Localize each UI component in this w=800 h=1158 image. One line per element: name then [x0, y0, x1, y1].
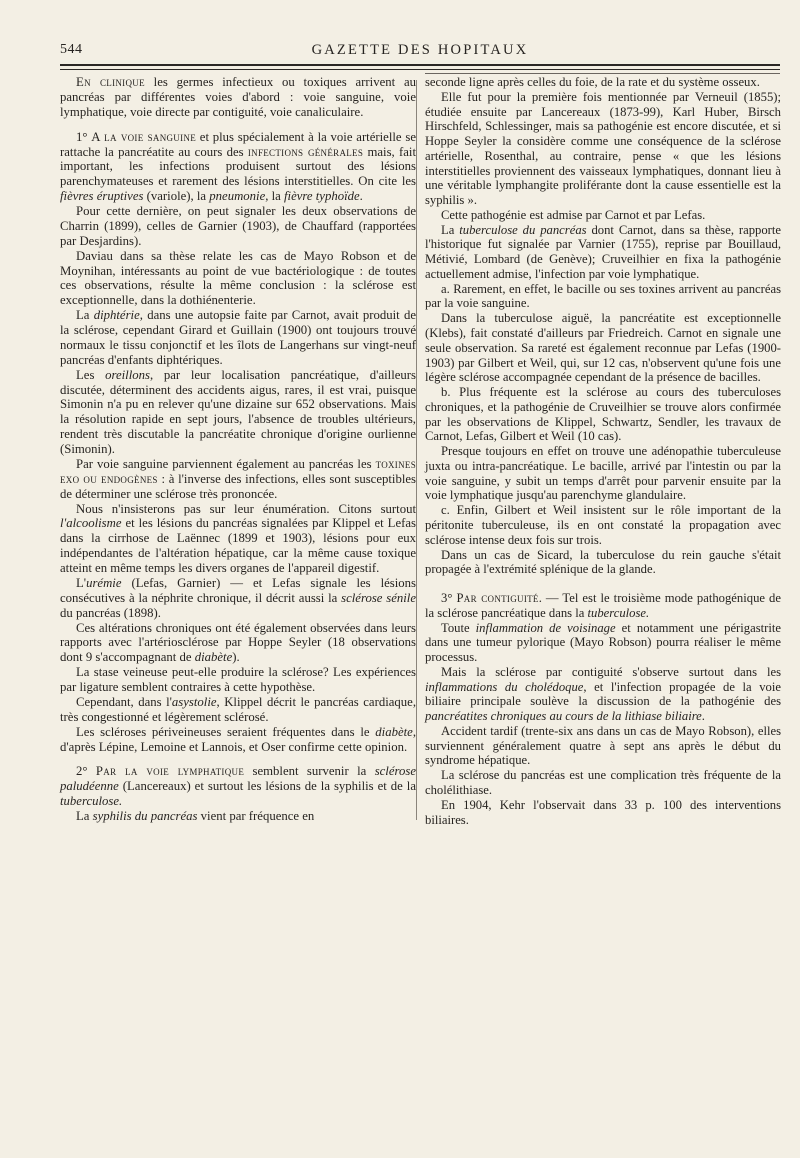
paragraph: Mais la sclérose par contiguité s'observe surtout dans les inflammations du cholédoque, et l'infection propagée de la voie biliaire principale soulève la discussion de la pathogénie des pancréatites chroniques au cours de la lithiase biliaire.	[425, 664, 781, 724]
left-column	[60, 75, 416, 824]
paragraph: La tuberculose du pancréas dont Carnot, dans sa thèse, rapporte l'historique fut signalée par Varnier (1755), reprise par Bouillaud, Métivié, Lombard (de Genève); Cruveilhier en fixa la pathogénie actuellement admise, l'infection par voie lymphatique.	[425, 222, 781, 281]
paragraph: Toute inflammation de voisinage et notamment une périgastrite dans une tumeur pylorique (Mayo Robson) pourra réaliser le même processus.	[425, 620, 781, 665]
paragraph: Accident tardif (trente-six ans dans un cas de Mayo Robson), elles surviennent généralement quatre à sept ans après le début du syndrome hépatique.	[425, 723, 781, 768]
header-rule-thin	[60, 69, 780, 70]
paragraph: Par voie sanguine parviennent également au pancréas les toxines exo ou endogènes : à l'inverse des infections, elles sont susceptibles de déterminer une sclérose très prononcée.	[60, 456, 417, 501]
paragraph: La stase veineuse peut-elle produire la sclérose? Les expériences par ligature semblent contraires à cette hypothèse.	[60, 665, 416, 694]
paragraph: Les oreillons, par leur localisation pancréatique, d'ailleurs discutée, déterminent des accidents aigus, rares, il est vrai, puisque Simonin n'a pu en relever qu'une dizaine sur 652 observations. Mais la résolution rapide en sept jours, l'absence de troubles ultérieurs, rendent très discutable la pancréatite chronique d'origine ourlienne (Simonin).	[60, 367, 416, 456]
header-rule-right	[425, 73, 780, 74]
paragraph: 2° Par la voie lymphatique semblent survenir la sclérose paludéenne (Lancereaux) et surtout les lésions de la syphilis et de la tuberculose.	[60, 764, 416, 809]
paragraph: L'urémie (Lefas, Garnier) — et Lefas signale les lésions consécutives à la néphrite chronique, il décrit aussi la sclérose sénile du pancréas (1898).	[60, 575, 417, 620]
column-divider	[416, 80, 417, 820]
paragraph: Elle fut pour la première fois mentionnée par Verneuil (1855); étudiée ensuite par Lancereaux (1873-99), Karl Huber, Birsch Hirschfeld, Schlessinger, mais sa pathogénie est encore discutée, et si Hoppe Seyler la considère comme une conséquence de la sclérose artérielle, Rosenthal, au contraire, pense « que les lésions interstitielles proviennent des vaisseaux lymphatiques, donnant lieu à une véritable lymphangite proliférante dont la cause essentielle est la syphilis ».	[425, 89, 781, 208]
paragraph: seconde ligne après celles du foie, de la rate et du système osseux.	[425, 75, 760, 89]
paragraph: Nous n'insisterons pas sur leur énumération. Citons surtout l'alcoolisme et les lésions du pancréas signalées par Klippel et Lefas dans la cirrhose de Laënnec (1899 et 1903), lésions pour eux indépendantes de l'altération hépatique, car la même cause toxique atteint en même temps les divers organes de l'appareil digestif.	[60, 501, 416, 575]
paragraph: Daviau dans sa thèse relate les cas de Mayo Robson et de Moynihan, intéressants au point de vue bactériologique : de toutes ces observations, résulte la même conclusion : la sclérose est exceptionnelle, dans la dothiénenterie.	[60, 248, 416, 308]
journal-title: GAZETTE DES HOPITAUX	[311, 42, 529, 58]
paragraph: c. Enfin, Gilbert et Weil insistent sur le rôle important de la péritonite tuberculeuse, ils en ont constaté la propagation avec sclérose intense deux fois sur trois.	[425, 503, 781, 547]
paragraph: La diphtérie, dans une autopsie faite par Carnot, avait produit de la sclérose, cependant Girard et Guillain (1900) ont toujours trouvé normaux le tissu conjonctif et les îlots de Langerhans sur vingt-neuf pancréas d'enfants diphtériques.	[60, 308, 417, 367]
paragraph: a. Rarement, en effet, le bacille ou ses toxines arrivent au pancréas par la voie sanguine.	[425, 281, 781, 311]
paragraph: Presque toujours en effet on trouve une adénopathie tuberculeuse juxta ou intra-pancréatique. Le bacille, arrivé par l'intestin ou par la voie sanguine, y subit un temps d'arrêt pour parvenir ensuite par la voie lymphatique jusqu'au parenchyme glandulaire.	[425, 444, 781, 503]
paragraph: En 1904, Kehr l'observait dans 33 p. 100 des interventions biliaires.	[425, 797, 781, 827]
right-column	[425, 75, 781, 827]
paragraph: La sclérose du pancréas est une complication très fréquente de la cholélithiase.	[425, 768, 781, 797]
paragraph: Cependant, dans l'asystolie, Klippel décrit le pancréas cardiaque, très congestionné et légèrement sclérosé.	[60, 694, 417, 724]
paragraph: Dans la tuberculose aiguë, la pancréatite est exceptionnelle (Klebs), fait constaté d'ailleurs par Friedreich. Carnot en signale une seule observation. Sa rareté est également reconnue par Lefas (1900-1903) par Gilbert et Weil, qui, sur 12 cas, n'observent qu'une fois une légère sclérose accompagnée cependant de la présence de bacilles.	[425, 311, 781, 385]
header-rule-thick	[60, 64, 780, 66]
page-number: 544	[60, 42, 83, 57]
paragraph: En clinique les germes infectieux ou toxiques arrivent au pancréas par différentes voies d'abord : voie sanguine, voie lymphatique, voie directe par contiguité, voie canaliculaire.	[60, 75, 416, 119]
paragraph: Dans un cas de Sicard, la tuberculose du rein gauche s'était propagée à l'extrémité splénique de la glande.	[425, 547, 781, 577]
paragraph: b. Plus fréquente est la sclérose au cours des tuberculoses chroniques, et la pathogénie de Cruveilhier se trouve alors confirmée par les observations de Klippel, Schwartz, Sendler, les travaux de Carnot, Lefas, Gilbert et Weil (10 cas).	[425, 385, 781, 444]
paragraph: Cette pathogénie est admise par Carnot et par Lefas.	[441, 207, 706, 222]
paragraph: Les scléroses périveineuses seraient fréquentes dans le diabète, d'après Lépine, Lemoine et Lannois, et Oser confirme cette opinion.	[60, 724, 416, 754]
page-header	[60, 42, 780, 62]
paragraph: 3° Par contiguité. — Tel est le troisième mode pathogénique de la sclérose pancréatique dans la tuberculose.	[425, 591, 781, 620]
paragraph: Ces altérations chroniques ont été également observées dans leurs rapports avec l'artériosclérose par Hoppe Seyler (18 observations dont 9 s'accompagnant de diabète).	[60, 620, 416, 665]
paragraph: 1° A la voie sanguine et plus spécialement à la voie artérielle se rattache la pancréatite au cours des infections générales mais, fait important, les infections produisent surtout des lésions parenchymateuses et rarement des lésions interstitielles. On cite les fièvres éruptives (variole), la pneumonie, la fièvre typhoïde.	[60, 129, 416, 204]
paragraph: Pour cette dernière, on peut signaler les deux observations de Charrin (1899), celles de Garnier (1903), de Chauffard (rapportées par Desjardins).	[60, 204, 416, 248]
paragraph: La syphilis du pancréas vient par fréquence en	[76, 809, 315, 823]
